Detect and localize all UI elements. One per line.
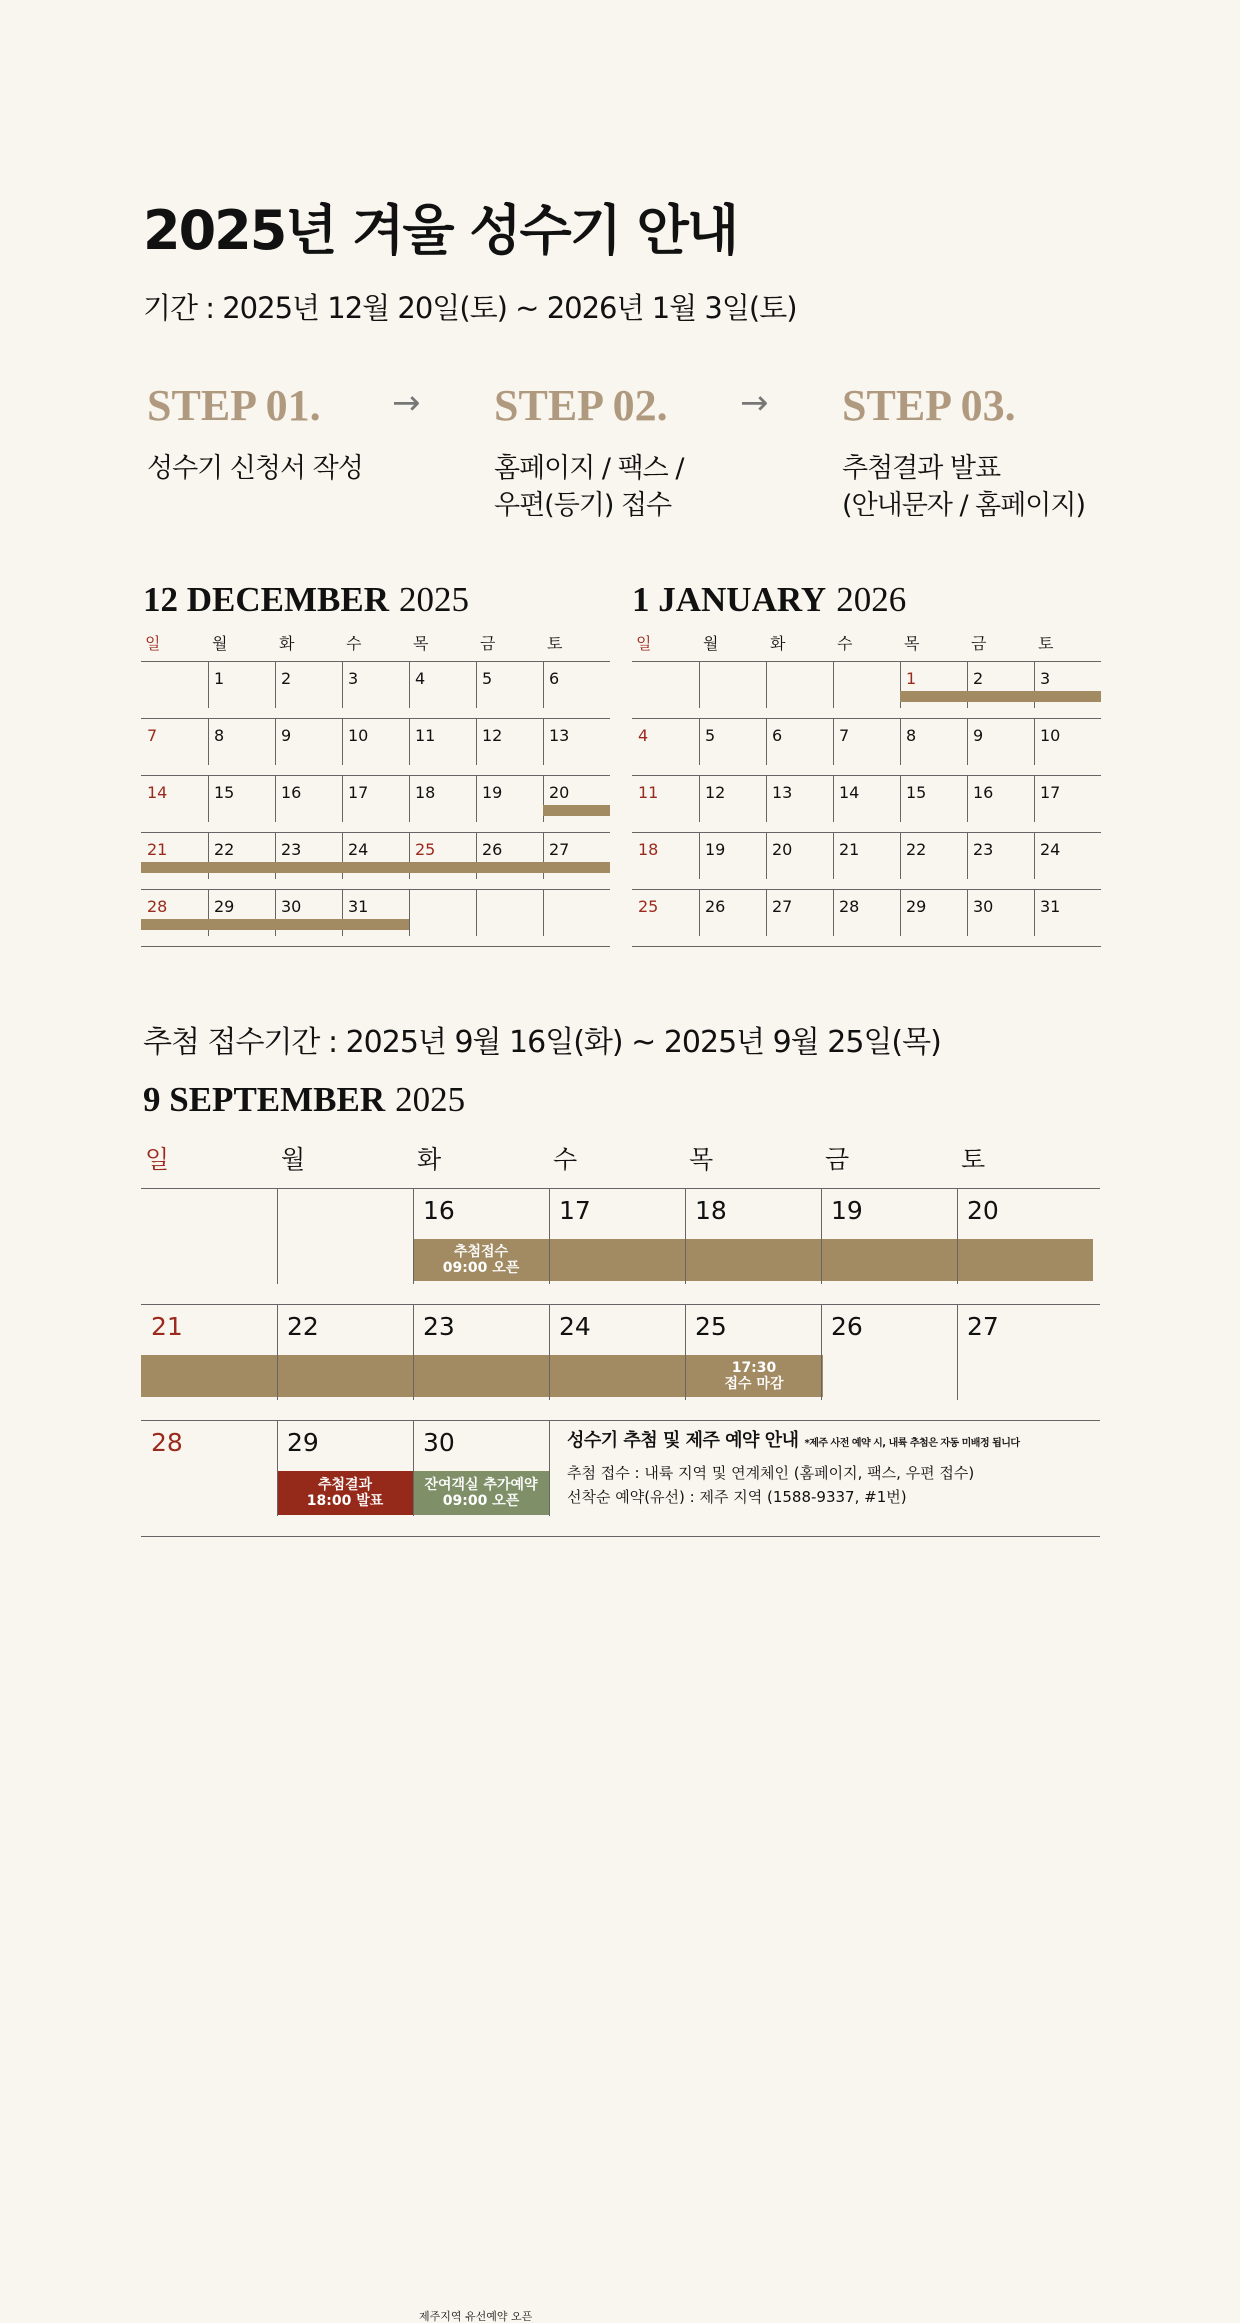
grid-line xyxy=(699,661,700,708)
weekday-header: 일 xyxy=(145,634,161,653)
weekday-header: 화 xyxy=(770,634,786,653)
grid-line xyxy=(549,1304,550,1400)
peak-bar xyxy=(141,862,208,873)
grid-line xyxy=(1034,775,1035,822)
day-number: 10 xyxy=(348,726,369,745)
grid-line xyxy=(967,832,968,879)
peak-bar xyxy=(342,862,409,873)
grid-line xyxy=(833,832,834,879)
day-number: 14 xyxy=(147,783,168,802)
peak-bar xyxy=(543,862,610,873)
grid-line xyxy=(833,889,834,936)
day-number: 27 xyxy=(967,1312,999,1341)
day-number: 1 xyxy=(906,669,917,688)
day-number: 17 xyxy=(348,783,369,802)
peak-bar xyxy=(275,862,342,873)
info-note: *제주 사전 예약 시, 내륙 추첨은 자동 미배정 됩니다 xyxy=(804,1438,1020,1449)
step-1 xyxy=(147,381,363,487)
day-number: 22 xyxy=(287,1312,319,1341)
day-number: 25 xyxy=(695,1312,727,1341)
day-number: 13 xyxy=(549,726,570,745)
peak-bar xyxy=(967,691,1034,702)
january-month-num: 1 xyxy=(632,580,650,619)
day-number: 17 xyxy=(1040,783,1061,802)
grid-line xyxy=(1034,832,1035,879)
day-number: 29 xyxy=(287,1428,319,1457)
weekday-header: 월 xyxy=(281,1145,306,1174)
day-number: 24 xyxy=(348,840,369,859)
weekday-header: 수 xyxy=(346,634,362,653)
draw-period: 추첨 접수기간 : 2025년 9월 16일(화) ~ 2025년 9월 25일(목) xyxy=(143,1025,941,1060)
day-number: 29 xyxy=(906,897,927,916)
weekday-header: 월 xyxy=(703,634,719,653)
grid-line xyxy=(632,889,1101,890)
day-number: 8 xyxy=(214,726,225,745)
peak-bar xyxy=(476,862,543,873)
weekday-header: 수 xyxy=(837,634,853,653)
day-number: 12 xyxy=(482,726,503,745)
day-number: 11 xyxy=(415,726,436,745)
weekday-header: 목 xyxy=(689,1145,714,1174)
grid-line xyxy=(208,775,209,822)
grid-line xyxy=(543,661,544,708)
day-number: 21 xyxy=(839,840,860,859)
grid-line xyxy=(543,889,544,936)
peak-bar xyxy=(900,691,967,702)
day-number: 26 xyxy=(482,840,503,859)
grid-line xyxy=(141,661,610,662)
day-number: 25 xyxy=(638,897,659,916)
peak-bar xyxy=(208,919,275,930)
grid-line xyxy=(766,775,767,822)
grid-line xyxy=(821,1304,822,1400)
grid-line xyxy=(900,775,901,822)
peak-bar xyxy=(543,805,610,816)
peak-bar xyxy=(409,862,476,873)
grid-line xyxy=(699,832,700,879)
day-number: 4 xyxy=(415,669,426,688)
september-year: 2025 xyxy=(395,1080,466,1119)
grid-line xyxy=(413,1420,414,1516)
weekday-header: 목 xyxy=(904,634,920,653)
weekday-header: 토 xyxy=(547,634,563,653)
day-number: 13 xyxy=(772,783,793,802)
grid-line xyxy=(900,832,901,879)
day-number: 24 xyxy=(1040,840,1061,859)
day-number: 16 xyxy=(281,783,302,802)
grid-line xyxy=(342,661,343,708)
day-number: 3 xyxy=(348,669,359,688)
step-1-label: STEP 01. xyxy=(147,381,321,430)
day-number: 9 xyxy=(281,726,292,745)
weekday-header: 목 xyxy=(413,634,429,653)
day-number: 16 xyxy=(973,783,994,802)
day-number: 1 xyxy=(214,669,225,688)
weekday-header: 일 xyxy=(145,1145,170,1174)
grid-line xyxy=(141,1536,1100,1537)
grid-line xyxy=(549,1188,550,1284)
day-number: 7 xyxy=(839,726,850,745)
grid-line xyxy=(632,832,1101,833)
grid-line xyxy=(957,1188,958,1284)
grid-line xyxy=(1034,889,1035,936)
day-number: 5 xyxy=(482,669,493,688)
day-number: 6 xyxy=(772,726,783,745)
draw-open-label: 추첨접수 09:00 오픈 xyxy=(442,1244,520,1276)
day-number: 28 xyxy=(839,897,860,916)
grid-line xyxy=(208,718,209,765)
day-number: 29 xyxy=(214,897,235,916)
grid-line xyxy=(833,661,834,708)
info-line-2: 선착순 예약(유선) : 제주 지역 (1588-9337, #1번) xyxy=(567,1488,907,1506)
grid-line xyxy=(685,1188,686,1284)
day-number: 14 xyxy=(839,783,860,802)
day-number: 6 xyxy=(549,669,560,688)
step-3-desc-line1: 추첨결과 발표 xyxy=(842,453,1001,484)
info-title-text: 성수기 추첨 및 제주 예약 안내 xyxy=(567,1430,799,1451)
day-number: 28 xyxy=(147,897,168,916)
grid-line xyxy=(967,889,968,936)
arrow-right-icon: → xyxy=(740,383,769,423)
grid-line xyxy=(699,889,700,936)
grid-line xyxy=(766,718,767,765)
grid-line xyxy=(342,775,343,822)
grid-line xyxy=(277,1420,278,1516)
grid-line xyxy=(549,1420,550,1516)
reopen-label: 잔여객실 추가예약 09:00 오픈 xyxy=(424,1477,538,1509)
day-number: 15 xyxy=(906,783,927,802)
day-number: 30 xyxy=(423,1428,455,1457)
grid-line xyxy=(632,775,1101,776)
step-2 xyxy=(494,381,684,524)
day-number: 23 xyxy=(973,840,994,859)
day-number: 16 xyxy=(423,1196,455,1225)
day-number: 10 xyxy=(1040,726,1061,745)
january-title xyxy=(632,582,906,617)
season-period: 기간 : 2025년 12월 20일(토) ~ 2026년 1월 3일(토) xyxy=(143,291,797,325)
day-number: 2 xyxy=(281,669,292,688)
december-month-name: DECEMBER xyxy=(186,580,389,619)
grid-line xyxy=(967,718,968,765)
grid-line xyxy=(275,775,276,822)
day-number: 31 xyxy=(348,897,369,916)
day-number: 5 xyxy=(705,726,716,745)
draw-close-label: 17:30 접수 마감 xyxy=(724,1360,784,1392)
day-number: 17 xyxy=(559,1196,591,1225)
grid-line xyxy=(208,661,209,708)
arrow-right-icon: → xyxy=(392,383,421,423)
weekday-header: 화 xyxy=(279,634,295,653)
grid-line xyxy=(1034,718,1035,765)
day-number: 4 xyxy=(638,726,649,745)
peak-bar xyxy=(141,919,208,930)
september-month-name: SEPTEMBER xyxy=(169,1080,386,1119)
grid-line xyxy=(476,775,477,822)
grid-line xyxy=(409,889,410,936)
december-year: 2025 xyxy=(399,580,469,619)
day-number: 26 xyxy=(831,1312,863,1341)
step-2-desc-line2: 우편(등기) 접수 xyxy=(494,490,672,521)
grid-line xyxy=(141,889,610,890)
day-number: 21 xyxy=(151,1312,183,1341)
step-2-desc-line1: 홈페이지 / 팩스 / xyxy=(494,453,684,484)
jeju-open-note: 제주지역 유선예약 오픈 xyxy=(419,2310,533,2323)
weekday-header: 금 xyxy=(480,634,496,653)
day-number: 2 xyxy=(973,669,984,688)
grid-line xyxy=(900,718,901,765)
weekday-header: 화 xyxy=(417,1145,442,1174)
grid-line xyxy=(833,718,834,765)
grid-line xyxy=(476,718,477,765)
grid-line xyxy=(632,661,1101,662)
grid-line xyxy=(409,775,410,822)
grid-line xyxy=(543,718,544,765)
grid-line xyxy=(766,889,767,936)
grid-line xyxy=(699,718,700,765)
grid-line xyxy=(413,1188,414,1284)
day-number: 22 xyxy=(214,840,235,859)
january-month-name: JANUARY xyxy=(658,580,827,619)
peak-bar xyxy=(342,919,409,930)
grid-line xyxy=(141,718,610,719)
step-2-label: STEP 02. xyxy=(494,381,668,430)
result-label: 추첨결과 18:00 발표 xyxy=(306,1477,384,1509)
grid-line xyxy=(821,1188,822,1284)
january-year: 2026 xyxy=(836,580,907,619)
day-number: 11 xyxy=(638,783,659,802)
weekday-header: 토 xyxy=(1038,634,1054,653)
grid-line xyxy=(699,775,700,822)
day-number: 27 xyxy=(549,840,570,859)
step-3 xyxy=(842,381,1085,524)
grid-line xyxy=(632,718,1101,719)
day-number: 19 xyxy=(482,783,503,802)
info-title xyxy=(567,1432,1020,1450)
grid-line xyxy=(141,832,610,833)
grid-line xyxy=(141,946,610,947)
weekday-header: 월 xyxy=(212,634,228,653)
grid-line xyxy=(685,1304,686,1400)
grid-line xyxy=(275,661,276,708)
day-number: 22 xyxy=(906,840,927,859)
day-number: 3 xyxy=(1040,669,1051,688)
day-number: 27 xyxy=(772,897,793,916)
info-line-1: 추첨 접수 : 내륙 지역 및 연계체인 (홈페이지, 팩스, 우편 접수) xyxy=(567,1464,975,1482)
grid-line xyxy=(476,661,477,708)
grid-line xyxy=(967,775,968,822)
day-number: 20 xyxy=(549,783,570,802)
day-number: 9 xyxy=(973,726,984,745)
day-number: 20 xyxy=(772,840,793,859)
day-number: 21 xyxy=(147,840,168,859)
weekday-header: 토 xyxy=(961,1145,986,1174)
day-number: 30 xyxy=(281,897,302,916)
page-title: 2025년 겨울 성수기 안내 xyxy=(143,199,738,262)
step-3-desc-line2: (안내문자 / 홈페이지) xyxy=(842,490,1085,521)
day-number: 18 xyxy=(695,1196,727,1225)
peak-bar xyxy=(208,862,275,873)
september-title xyxy=(143,1082,465,1117)
day-number: 15 xyxy=(214,783,235,802)
step-1-desc: 성수기 신청서 작성 xyxy=(147,453,363,484)
grid-line xyxy=(632,946,1101,947)
grid-line xyxy=(141,1420,1100,1421)
day-number: 24 xyxy=(559,1312,591,1341)
day-number: 28 xyxy=(151,1428,183,1457)
grid-line xyxy=(833,775,834,822)
grid-line xyxy=(277,1304,278,1400)
december-title xyxy=(143,582,469,617)
day-number: 18 xyxy=(638,840,659,859)
september-month-num: 9 xyxy=(143,1080,161,1119)
grid-line xyxy=(766,661,767,708)
weekday-header: 수 xyxy=(553,1145,578,1174)
grid-line xyxy=(957,1304,958,1400)
day-number: 20 xyxy=(967,1196,999,1225)
peak-bar xyxy=(275,919,342,930)
day-number: 23 xyxy=(281,840,302,859)
grid-line xyxy=(413,1304,414,1400)
grid-line xyxy=(275,718,276,765)
day-number: 31 xyxy=(1040,897,1061,916)
grid-line xyxy=(766,832,767,879)
grid-line xyxy=(141,775,610,776)
grid-line xyxy=(409,661,410,708)
day-number: 7 xyxy=(147,726,158,745)
day-number: 26 xyxy=(705,897,726,916)
grid-line xyxy=(409,718,410,765)
day-number: 8 xyxy=(906,726,917,745)
grid-line xyxy=(342,718,343,765)
day-number: 19 xyxy=(831,1196,863,1225)
day-number: 18 xyxy=(415,783,436,802)
weekday-header: 금 xyxy=(971,634,987,653)
day-number: 30 xyxy=(973,897,994,916)
peak-bar xyxy=(1034,691,1101,702)
grid-line xyxy=(900,889,901,936)
day-number: 19 xyxy=(705,840,726,859)
weekday-header: 일 xyxy=(636,634,652,653)
grid-line xyxy=(277,1188,278,1284)
day-number: 23 xyxy=(423,1312,455,1341)
grid-line xyxy=(476,889,477,936)
step-3-label: STEP 03. xyxy=(842,381,1016,430)
weekday-header: 금 xyxy=(825,1145,850,1174)
december-month-num: 12 xyxy=(143,580,178,619)
day-number: 12 xyxy=(705,783,726,802)
day-number: 25 xyxy=(415,840,436,859)
